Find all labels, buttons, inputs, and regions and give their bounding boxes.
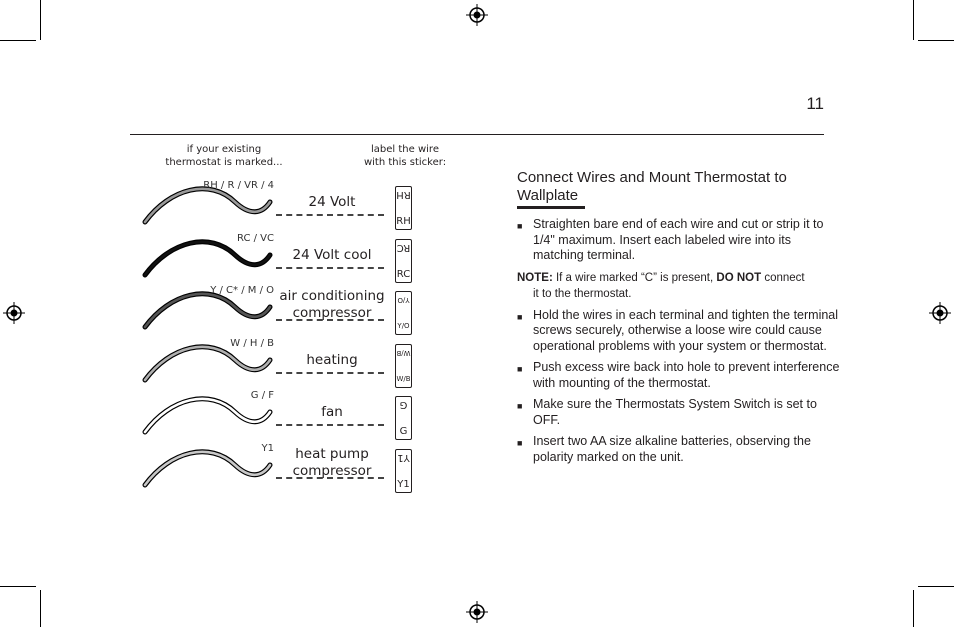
dashed-leader-line: [276, 267, 384, 269]
wire-code-label: G / F: [250, 390, 274, 402]
sticker-header: label the wire with this sticker:: [363, 144, 447, 168]
wire-sticker: [395, 291, 412, 335]
square-bullet-icon: ■: [517, 364, 523, 374]
note-continuation: it to the thermostat.: [533, 287, 632, 300]
sticker-label: RC: [396, 268, 411, 280]
step-text: Insert two AA size alkaline batteries, observing the polarity marked on the unit.: [533, 434, 811, 464]
wire-function-label: 24 Volt cool: [292, 246, 372, 263]
note-emphasis: DO NOT: [716, 271, 762, 284]
square-bullet-icon: ■: [517, 401, 523, 411]
registration-mark-icon: [466, 601, 488, 623]
step-text: Hold the wires in each terminal and tighten the terminal screws securely, otherwise a loose wire could cause operational problems with your system or thermostat.: [533, 307, 839, 353]
wire-code-label: W / H / B: [230, 337, 274, 349]
header-rule: [130, 134, 824, 135]
note-text-end: connect: [761, 271, 805, 284]
crop-mark: [0, 586, 36, 587]
existing-marking-header: if your existing thermostat is marked...: [165, 144, 283, 168]
step-text: Push excess wire back into hole to prevent interference with mounting of the thermostat.: [533, 360, 840, 390]
wire-sticker: [395, 186, 412, 230]
crop-mark: [913, 0, 914, 40]
note-text: If a wire marked “C” is present,: [552, 271, 717, 284]
sticker-label: W/B: [396, 374, 411, 383]
wire-sticker: [395, 449, 412, 493]
dashed-leader-line: [276, 424, 384, 426]
sticker-label-inverted: Y1: [397, 452, 410, 463]
wire-function-label: heat pump compressor: [292, 446, 372, 479]
crop-mark: [913, 590, 914, 627]
step-text: Make sure the Thermostats System Switch is set to OFF.: [533, 397, 817, 427]
page-number: 11: [806, 94, 824, 113]
wire-code-label: RH / R / VR / 4: [203, 180, 274, 191]
registration-mark-icon: [3, 302, 25, 324]
sticker-label: G: [399, 426, 408, 438]
sticker-label-inverted: W/B: [396, 348, 411, 357]
sticker-label-inverted: RC: [396, 241, 411, 253]
crop-mark: [918, 40, 954, 41]
square-bullet-icon: ■: [517, 311, 523, 322]
note-label: NOTE:: [517, 271, 553, 284]
wire-code-label: Y / C* / M / O: [210, 285, 274, 297]
crop-mark: [918, 586, 954, 587]
crop-mark: [0, 40, 36, 41]
list-item: [517, 360, 845, 391]
section-title: Connect Wires and Mount Thermostat to Wallplate: [517, 169, 787, 204]
wire-function-label: 24 Volt: [308, 194, 356, 210]
wire-code-label: RC / VC: [237, 232, 274, 244]
sticker-label-inverted: G: [399, 399, 408, 411]
sticker-label-inverted: RH: [396, 189, 411, 200]
wire-sticker: [395, 396, 412, 440]
dashed-leader-line: [276, 477, 384, 479]
list-item: [517, 434, 845, 465]
note: [517, 270, 845, 302]
registration-mark-icon: [466, 4, 488, 26]
dashed-leader-line: [276, 319, 384, 321]
wire-sticker: [395, 239, 412, 283]
wire-code-label: Y1: [261, 443, 274, 454]
wire-sticker: [395, 344, 412, 388]
crop-mark: [40, 590, 41, 627]
sticker-label-inverted: Y/O: [397, 296, 410, 305]
instruction-list: [517, 217, 845, 471]
square-bullet-icon: ■: [517, 221, 523, 231]
registration-mark-icon: [929, 302, 951, 324]
title-underline: [517, 206, 585, 209]
wire-function-label: fan: [321, 404, 343, 421]
list-item: [517, 217, 845, 264]
step-text: Straighten bare end of each wire and cut or strip it to 1/4" maximum. Insert each labeled wire into its matching terminal.: [533, 217, 824, 262]
square-bullet-icon: ■: [517, 438, 523, 448]
dashed-leader-line: [276, 372, 384, 374]
sticker-label: Y/O: [397, 322, 410, 331]
list-item: [517, 397, 845, 428]
sticker-label: Y1: [397, 479, 410, 490]
wire-function-label: air conditioning compressor: [279, 288, 385, 322]
sticker-label: RH: [396, 216, 411, 227]
wire-function-label: heating: [306, 351, 358, 368]
list-item: [517, 308, 845, 355]
dashed-leader-line: [276, 214, 384, 216]
crop-mark: [40, 0, 41, 40]
